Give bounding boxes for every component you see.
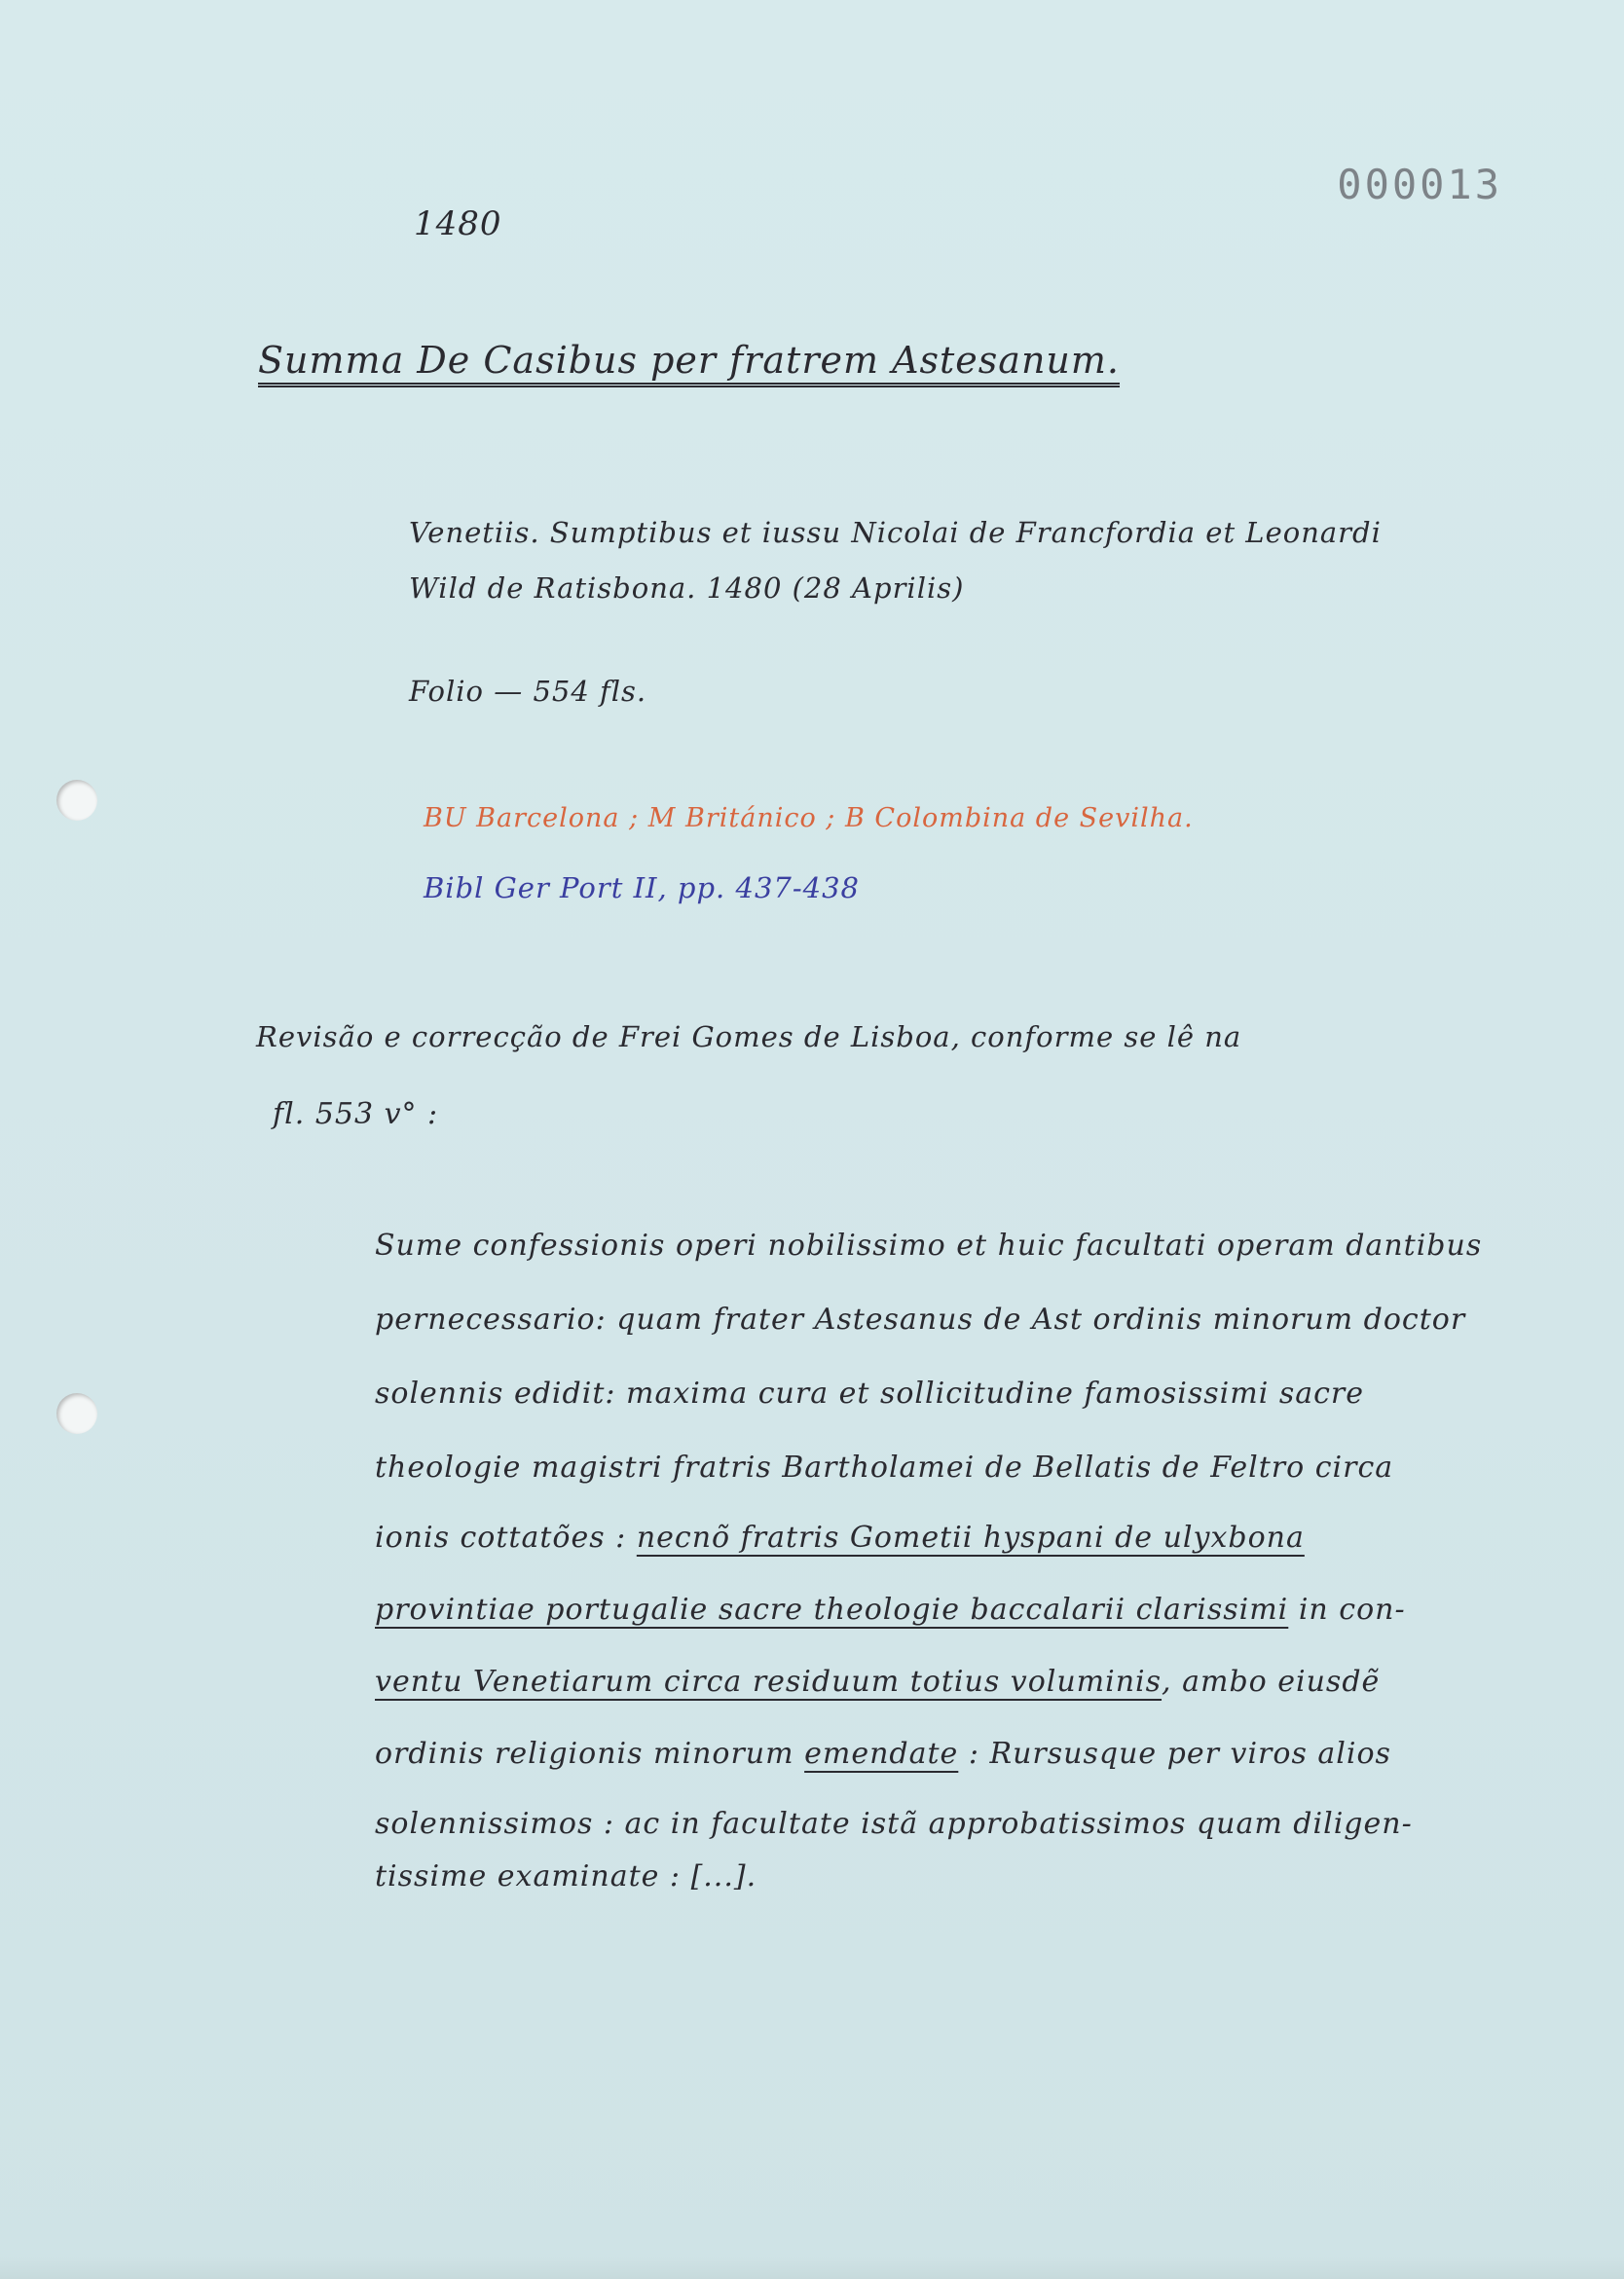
- quote-line-5: [375, 1521, 1305, 1555]
- punch-hole-bottom: [56, 1393, 97, 1434]
- quote-line-8: [375, 1737, 1391, 1771]
- quote-line-7: [375, 1665, 1380, 1699]
- year: 1480: [414, 204, 502, 243]
- quote-line-10: tissime examinate : [...].: [375, 1859, 757, 1893]
- quote-line-8-end: : Rursusque per viros alios: [968, 1737, 1391, 1771]
- note-line-2: fl. 553 v° :: [273, 1097, 439, 1131]
- quote-line-2: pernecessario: quam frater Astesanus de Ast ordinis minorum doctor: [375, 1303, 1466, 1337]
- archive-number-stamp: 000013: [1337, 161, 1502, 208]
- holdings-line: BU Barcelona ; M Británico ; B Colombina de Sevilha.: [424, 803, 1194, 833]
- quote-line-8-start: ordinis religionis minorum: [375, 1737, 794, 1771]
- bibliographic-reference: Bibl Ger Port II, pp. 437-438: [424, 871, 860, 904]
- quote-underlined-2: provintiae portugalie sacre theologie baccalarii clarissimi: [375, 1593, 1289, 1627]
- quote-line-7-end: , ambo eiusdẽ: [1162, 1665, 1381, 1699]
- note-line-1: Revisão e correcção de Frei Gomes de Lisboa, conforme se lê na: [256, 1020, 1242, 1053]
- quote-underlined-4: emendate: [804, 1737, 959, 1771]
- quote-underlined-1: necnõ fratris Gometii hyspani de ulyxbona: [636, 1521, 1305, 1555]
- page-bottom-edge: [0, 2256, 1624, 2279]
- quote-line-5-start: ionis cottatões :: [375, 1521, 627, 1555]
- quote-line-6: [375, 1593, 1406, 1627]
- imprint-line-1: Venetiis. Sumptibus et iussu Nicolai de Francfordia et Leonardi: [409, 516, 1382, 549]
- quote-underlined-3: ventu Venetiarum circa residuum totius voluminis: [375, 1665, 1163, 1699]
- quote-line-6-end: in con-: [1298, 1593, 1406, 1627]
- document-title: Summa De Casibus per fratrem Astesanum.: [258, 339, 1121, 382]
- format-line: Folio — 554 fls.: [409, 675, 647, 708]
- punch-hole-top: [56, 780, 97, 821]
- imprint-line-2: Wild de Ratisbona. 1480 (28 Aprilis): [409, 571, 965, 605]
- quote-line-1: Sume confessionis operi nobilissimo et huic facultati operam dantibus: [375, 1229, 1483, 1263]
- quote-line-3: solennis edidit: maxima cura et sollicitudine famosissimi sacre: [375, 1377, 1365, 1411]
- quote-line-4: theologie magistri fratris Bartholamei de Bellatis de Feltro circa: [375, 1451, 1394, 1485]
- quote-line-9: solennissimos : ac in facultate istã approbatissimos quam diligen-: [375, 1807, 1413, 1841]
